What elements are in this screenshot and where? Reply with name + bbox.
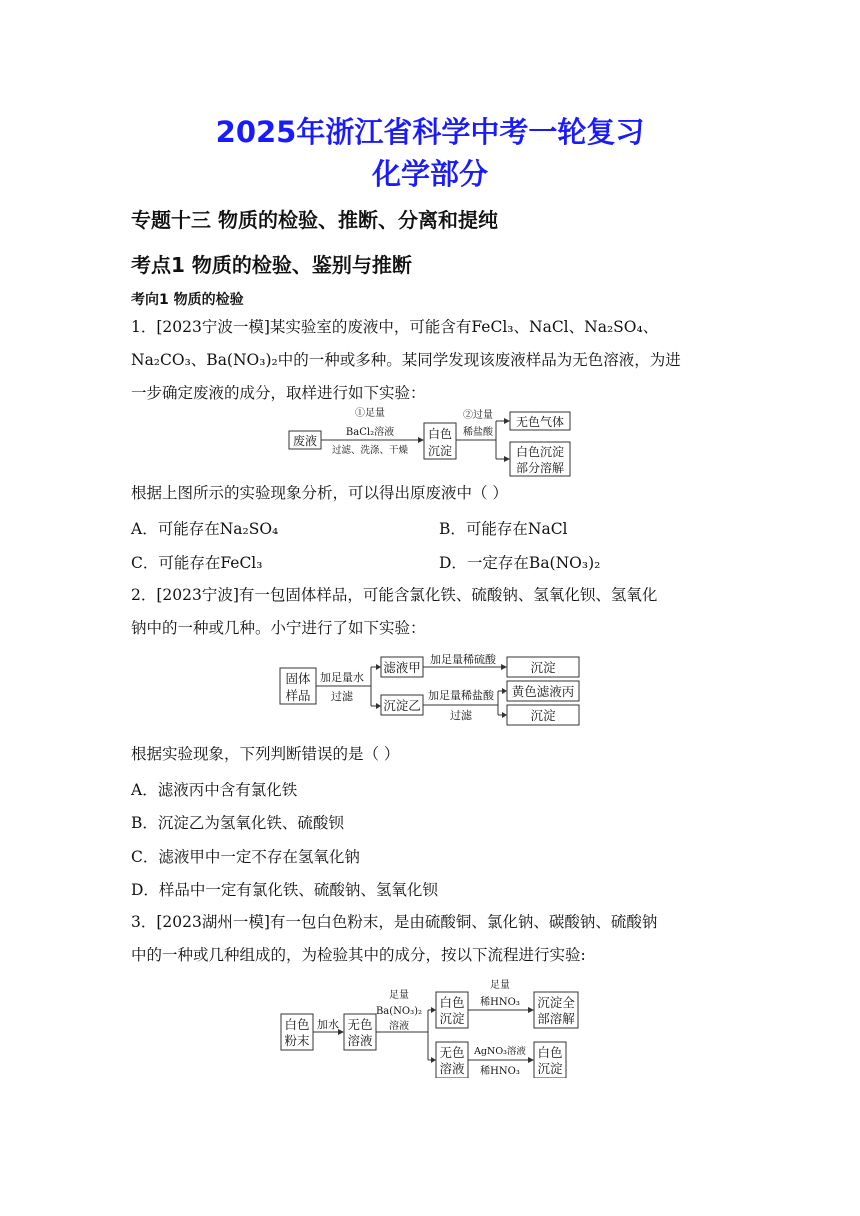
q1-line3: 一步确定废液的成分，取样进行如下实验： [131, 384, 426, 402]
q2-ppt1: 沉淀 [530, 660, 556, 675]
document-subtitle: 化学部分 [371, 157, 488, 191]
q1-step2-top: ②过量 [463, 410, 493, 421]
q1-ppt-line1: 白色 [427, 427, 453, 441]
q3-hno3-2: 稀HNO₃ [480, 1066, 520, 1077]
q2-option-c: C．滤液甲中一定不存在氢氧化钠 [131, 848, 360, 866]
q1-option-d: D．一定存在Ba(NO₃)₂ [439, 554, 601, 572]
q3-ba-reagent: Ba(NO₃)₂ [375, 1006, 423, 1017]
kaodian-heading: 考点1 物质的检验、鉴别与推断 [131, 253, 412, 277]
q3-powder-line2: 粉末 [284, 1033, 310, 1048]
q2-h2so4: 加足量稀硫酸 [430, 653, 496, 666]
q3-fp-line2: 沉淀 [537, 1061, 563, 1076]
q1-option-b: B．可能存在NaCl [439, 520, 568, 538]
document-title: 2025年浙江省科学中考一轮复习 [215, 115, 645, 149]
q2-question: 根据实验现象，下列判断错误的是（ ） [131, 745, 400, 763]
q3-hno3-top: 足量 [490, 980, 510, 991]
q3-powder-line1: 白色 [284, 1017, 310, 1032]
q2-sample-line2: 样品 [285, 688, 311, 703]
q2-line2: 钠中的一种或几种。小宁进行了如下实验： [131, 619, 426, 637]
q1-waste: 废液 [292, 434, 318, 448]
q2-option-b: B．沉淀乙为氢氧化铁、硫酸钡 [131, 814, 344, 832]
q2-filter2: 过滤 [450, 709, 472, 722]
q3-dis-line1: 沉淀全 [537, 995, 575, 1010]
q2-line1: 2．[2023宁波]有一包固体样品，可能含氯化铁、硫酸钠、氢氧化钡、氢氧化 [131, 586, 658, 604]
q3-dis-line2: 部溶解 [537, 1011, 575, 1026]
q3-sol-line2: 溶液 [347, 1033, 373, 1048]
q1-line1: 1．[2023宁波一模]某实验室的废液中，可能含有FeCl₃、NaCl、Na₂SO₄、 [131, 318, 659, 336]
q3-sol-line1: 无色 [347, 1017, 373, 1032]
q3-line2: 中的一种或几种组成的，为检验其中的成分，按以下流程进行实验: [131, 946, 586, 964]
kaoxiang-heading: 考向1 物质的检验 [131, 292, 244, 308]
q3-hno3: 稀HNO₃ [480, 997, 520, 1008]
q1-option-a: A．可能存在Na₂SO₄ [131, 520, 279, 538]
q2-option-a: A．滤液丙中含有氯化铁 [131, 781, 298, 799]
q1-gas: 无色气体 [515, 415, 565, 429]
q1-ppt-line2: 沉淀 [427, 444, 453, 458]
q2-filter1: 过滤 [331, 690, 353, 703]
q1-step1-reagent: BaCl₂溶液 [345, 427, 395, 438]
q1-step1-top: ①足量 [355, 408, 385, 419]
q1-rem-line1: 白色沉淀 [515, 445, 565, 459]
q3-cs-line1: 无色 [439, 1045, 465, 1060]
q1-option-c: C．可能存在FeCl₃ [131, 554, 263, 572]
q1-step2-reagent: 稀盐酸 [463, 427, 493, 438]
q3-fp-line1: 白色 [537, 1045, 563, 1060]
q1-line2: Na₂CO₃、Ba(NO₃)₂中的一种或多种。某同学发现该废液样品为无色溶液，为进 [131, 351, 681, 369]
q3-wp-line2: 沉淀 [439, 1011, 465, 1026]
q3-ba-bottom: 溶液 [389, 1021, 409, 1032]
q3-ba-top: 足量 [389, 990, 409, 1001]
topic-heading: 专题十三 物质的检验、推断、分离和提纯 [131, 208, 498, 232]
q2-ppt-b: 沉淀乙 [383, 698, 421, 713]
q3-flow-diagram [278, 978, 588, 1078]
q2-hcl: 加足量稀盐酸 [428, 689, 494, 702]
q3-water: 加水 [317, 1018, 339, 1031]
q3-line1: 3．[2023湖州一模]有一包白色粉末，是由硫酸铜、氯化钠、碳酸钠、硫酸钠 [131, 913, 658, 931]
q2-filtrate-a: 滤液甲 [383, 660, 421, 675]
q3-agno3: AgNO₃溶液 [474, 1046, 526, 1057]
q2-ppt2: 沉淀 [530, 708, 556, 723]
q2-flow-diagram [276, 650, 586, 732]
q1-rem-line2: 部分溶解 [515, 461, 565, 475]
q1-step1-bottom: 过滤、洗涤、干燥 [331, 445, 409, 456]
q3-cs-line2: 溶液 [439, 1061, 465, 1076]
q1-question: 根据上图所示的实验现象分析，可以得出原废液中（ ） [131, 484, 508, 502]
q1-flow-diagram [280, 404, 580, 482]
q2-water: 加足量水 [320, 671, 364, 684]
q2-sample-line1: 固体 [285, 671, 311, 686]
q2-option-d: D．样品中一定有氯化铁、硫酸钠、氢氧化钡 [131, 881, 438, 899]
q3-wp-line1: 白色 [439, 995, 465, 1010]
q2-yellow: 黄色滤液丙 [511, 684, 575, 699]
